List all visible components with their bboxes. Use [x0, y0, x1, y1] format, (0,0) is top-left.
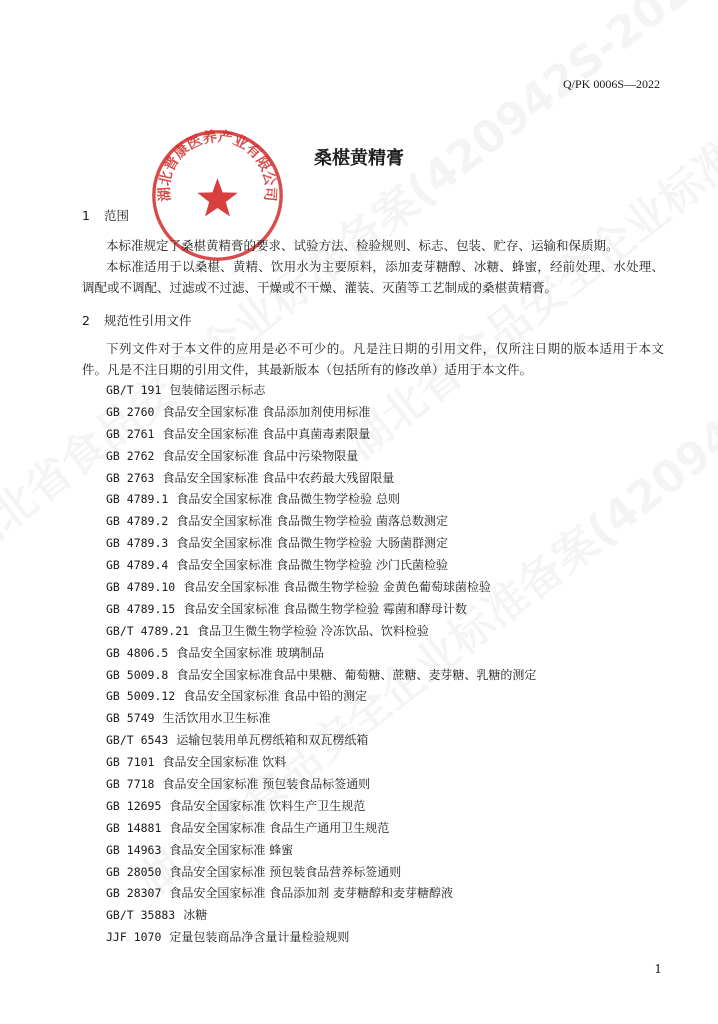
reference-title: 食品安全国家标准 食品中铅的测定 [183, 689, 368, 704]
reference-title: 食品安全国家标准 食品微生物学检验 菌落总数测定 [176, 514, 448, 529]
svg-text:湖北普康医养产业有限公司: 湖北普康医养产业有限公司 [156, 129, 279, 202]
reference-title: 食品安全国家标准 预包装食品标签通则 [162, 777, 371, 792]
reference-item [106, 469, 536, 491]
reference-item [106, 447, 536, 469]
reference-title: 食品安全国家标准食品中果糖、葡萄糖、蔗糖、麦芽糖、乳糖的测定 [176, 667, 537, 682]
reference-item [106, 841, 536, 863]
reference-code: GB/T 191 [106, 383, 162, 397]
reference-code: GB 5009.12 [106, 689, 176, 704]
reference-code: GB 4789.4 [106, 558, 169, 573]
reference-list [106, 381, 536, 950]
reference-code: GB 4806.5 [106, 645, 169, 660]
reference-item [106, 775, 536, 797]
reference-item [106, 534, 536, 556]
reference-code: GB 5749 [106, 711, 155, 726]
reference-code: GB/T 35883 [106, 908, 176, 923]
page-title: 桑椹黄精膏 [314, 148, 404, 169]
reference-item [106, 928, 536, 950]
reference-code: GB 2760 [106, 404, 155, 419]
reference-item [106, 863, 536, 885]
reference-code: JJF 1070 [106, 930, 162, 945]
reference-code: GB 12695 [106, 798, 162, 813]
reference-title: 食品安全国家标准 食品微生物学检验 沙门氏菌检验 [176, 558, 448, 573]
reference-title: 食品安全国家标准 预包装食品营养标签通则 [169, 864, 402, 879]
reference-item [106, 578, 536, 600]
reference-item [106, 906, 536, 928]
reference-title: 运输包装用单瓦楞纸箱和双瓦楞纸箱 [176, 733, 369, 748]
reference-code: GB/T 6543 [106, 733, 169, 748]
section-number: 2 [82, 313, 90, 328]
reference-title: 食品安全国家标准 食品添加剂使用标准 [162, 404, 371, 419]
reference-item [106, 731, 536, 753]
reference-title: 食品安全国家标准 饮料 [162, 755, 287, 770]
reference-code: GB 2763 [106, 470, 155, 485]
reference-item [106, 425, 536, 447]
reference-code: GB 4789.10 [106, 580, 176, 595]
reference-item [106, 403, 536, 425]
star-icon [197, 178, 238, 216]
section-title: 规范性引用文件 [104, 313, 192, 328]
section-heading-normative-references [82, 311, 192, 329]
reference-code: GB/T 4789.21 [106, 623, 190, 638]
reference-item [106, 819, 536, 841]
reference-title: 包装储运图示标志 [169, 383, 266, 397]
reference-title: 食品安全国家标准 食品生产通用卫生规范 [169, 820, 390, 835]
reference-title: 食品安全国家标准 食品添加剂 麦芽糖醇和麦芽糖醇液 [169, 886, 454, 901]
reference-item [106, 666, 536, 688]
reference-item [106, 381, 536, 403]
reference-item [106, 884, 536, 906]
section-heading-scope [82, 206, 129, 224]
reference-title: 食品安全国家标准 食品中污染物限量 [162, 448, 359, 463]
reference-code: GB 14881 [106, 820, 162, 835]
reference-title: 食品安全国家标准 食品微生物学检验 金黄色葡萄球菌检验 [183, 580, 491, 595]
reference-title: 食品安全国家标准 食品微生物学检验 总则 [176, 492, 400, 507]
reference-title: 生活饮用水卫生标准 [162, 711, 271, 726]
reference-code: GB 4789.1 [106, 492, 169, 507]
reference-title: 食品安全国家标准 玻璃制品 [176, 645, 325, 660]
reference-item [106, 512, 536, 534]
reference-title: 食品卫生微生物学检验 冷冻饮品、饮料检验 [197, 623, 429, 638]
reference-item [106, 797, 536, 819]
reference-item [106, 644, 536, 666]
reference-code: GB 2762 [106, 448, 155, 463]
reference-item [106, 556, 536, 578]
reference-code: GB 2761 [106, 426, 155, 441]
reference-title: 食品安全国家标准 食品中真菌毒素限量 [162, 426, 371, 441]
reference-title: 食品安全国家标准 食品中农药最大残留限量 [162, 470, 395, 485]
paragraph: 下列文件对于本文件的应用是必不可少的。凡是注日期的引用文件，仅所注日期的版本适用于本文件。凡是不注日期的引用文件，其最新版本（包括所有的修改单）适用于本文件。 [82, 341, 664, 377]
reference-code: GB 4789.3 [106, 536, 169, 551]
section-number: 1 [82, 208, 90, 223]
reference-code: GB 4789.15 [106, 601, 176, 616]
reference-title: 定量包装商品净含量计量检验规则 [169, 930, 350, 945]
reference-code: GB 7718 [106, 777, 155, 792]
paragraph: 本标准适用于以桑椹、黄精、饮用水为主要原料，添加麦芽糖醇、冰糖、蜂蜜，经前处理、水处理、调配或不调配、过滤或不过滤、干燥或不干燥、灌装、灭菌等工艺制成的桑椹黄精膏。 [82, 259, 664, 295]
reference-code: GB 28307 [106, 886, 162, 901]
paragraph: 本标准规定了桑椹黄精膏的要求、试验方法、检验规则、标志、包装、贮存、运输和保质期。 [106, 238, 619, 253]
reference-code: GB 7101 [106, 755, 155, 770]
reference-item [106, 687, 536, 709]
document-number: Q/PK 0006S—2022 [562, 77, 660, 91]
reference-title: 食品安全国家标准 食品微生物学检验 霉菌和酵母计数 [183, 601, 467, 616]
section-title: 范围 [104, 208, 130, 223]
reference-code: GB 4789.2 [106, 514, 169, 529]
reference-code: GB 28050 [106, 864, 162, 879]
reference-title: 食品安全国家标准 饮料生产卫生规范 [169, 798, 366, 813]
reference-title: 冰糖 [183, 908, 208, 923]
reference-item [106, 709, 536, 731]
reference-item [106, 600, 536, 622]
reference-code: GB 14963 [106, 842, 162, 857]
reference-title: 食品安全国家标准 食品微生物学检验 大肠菌群测定 [176, 536, 448, 551]
reference-item [106, 622, 536, 644]
reference-code: GB 5009.8 [106, 667, 169, 682]
reference-item [106, 490, 536, 512]
page-number: 1 [654, 962, 662, 976]
reference-title: 食品安全国家标准 蜂蜜 [169, 842, 294, 857]
reference-item [106, 753, 536, 775]
